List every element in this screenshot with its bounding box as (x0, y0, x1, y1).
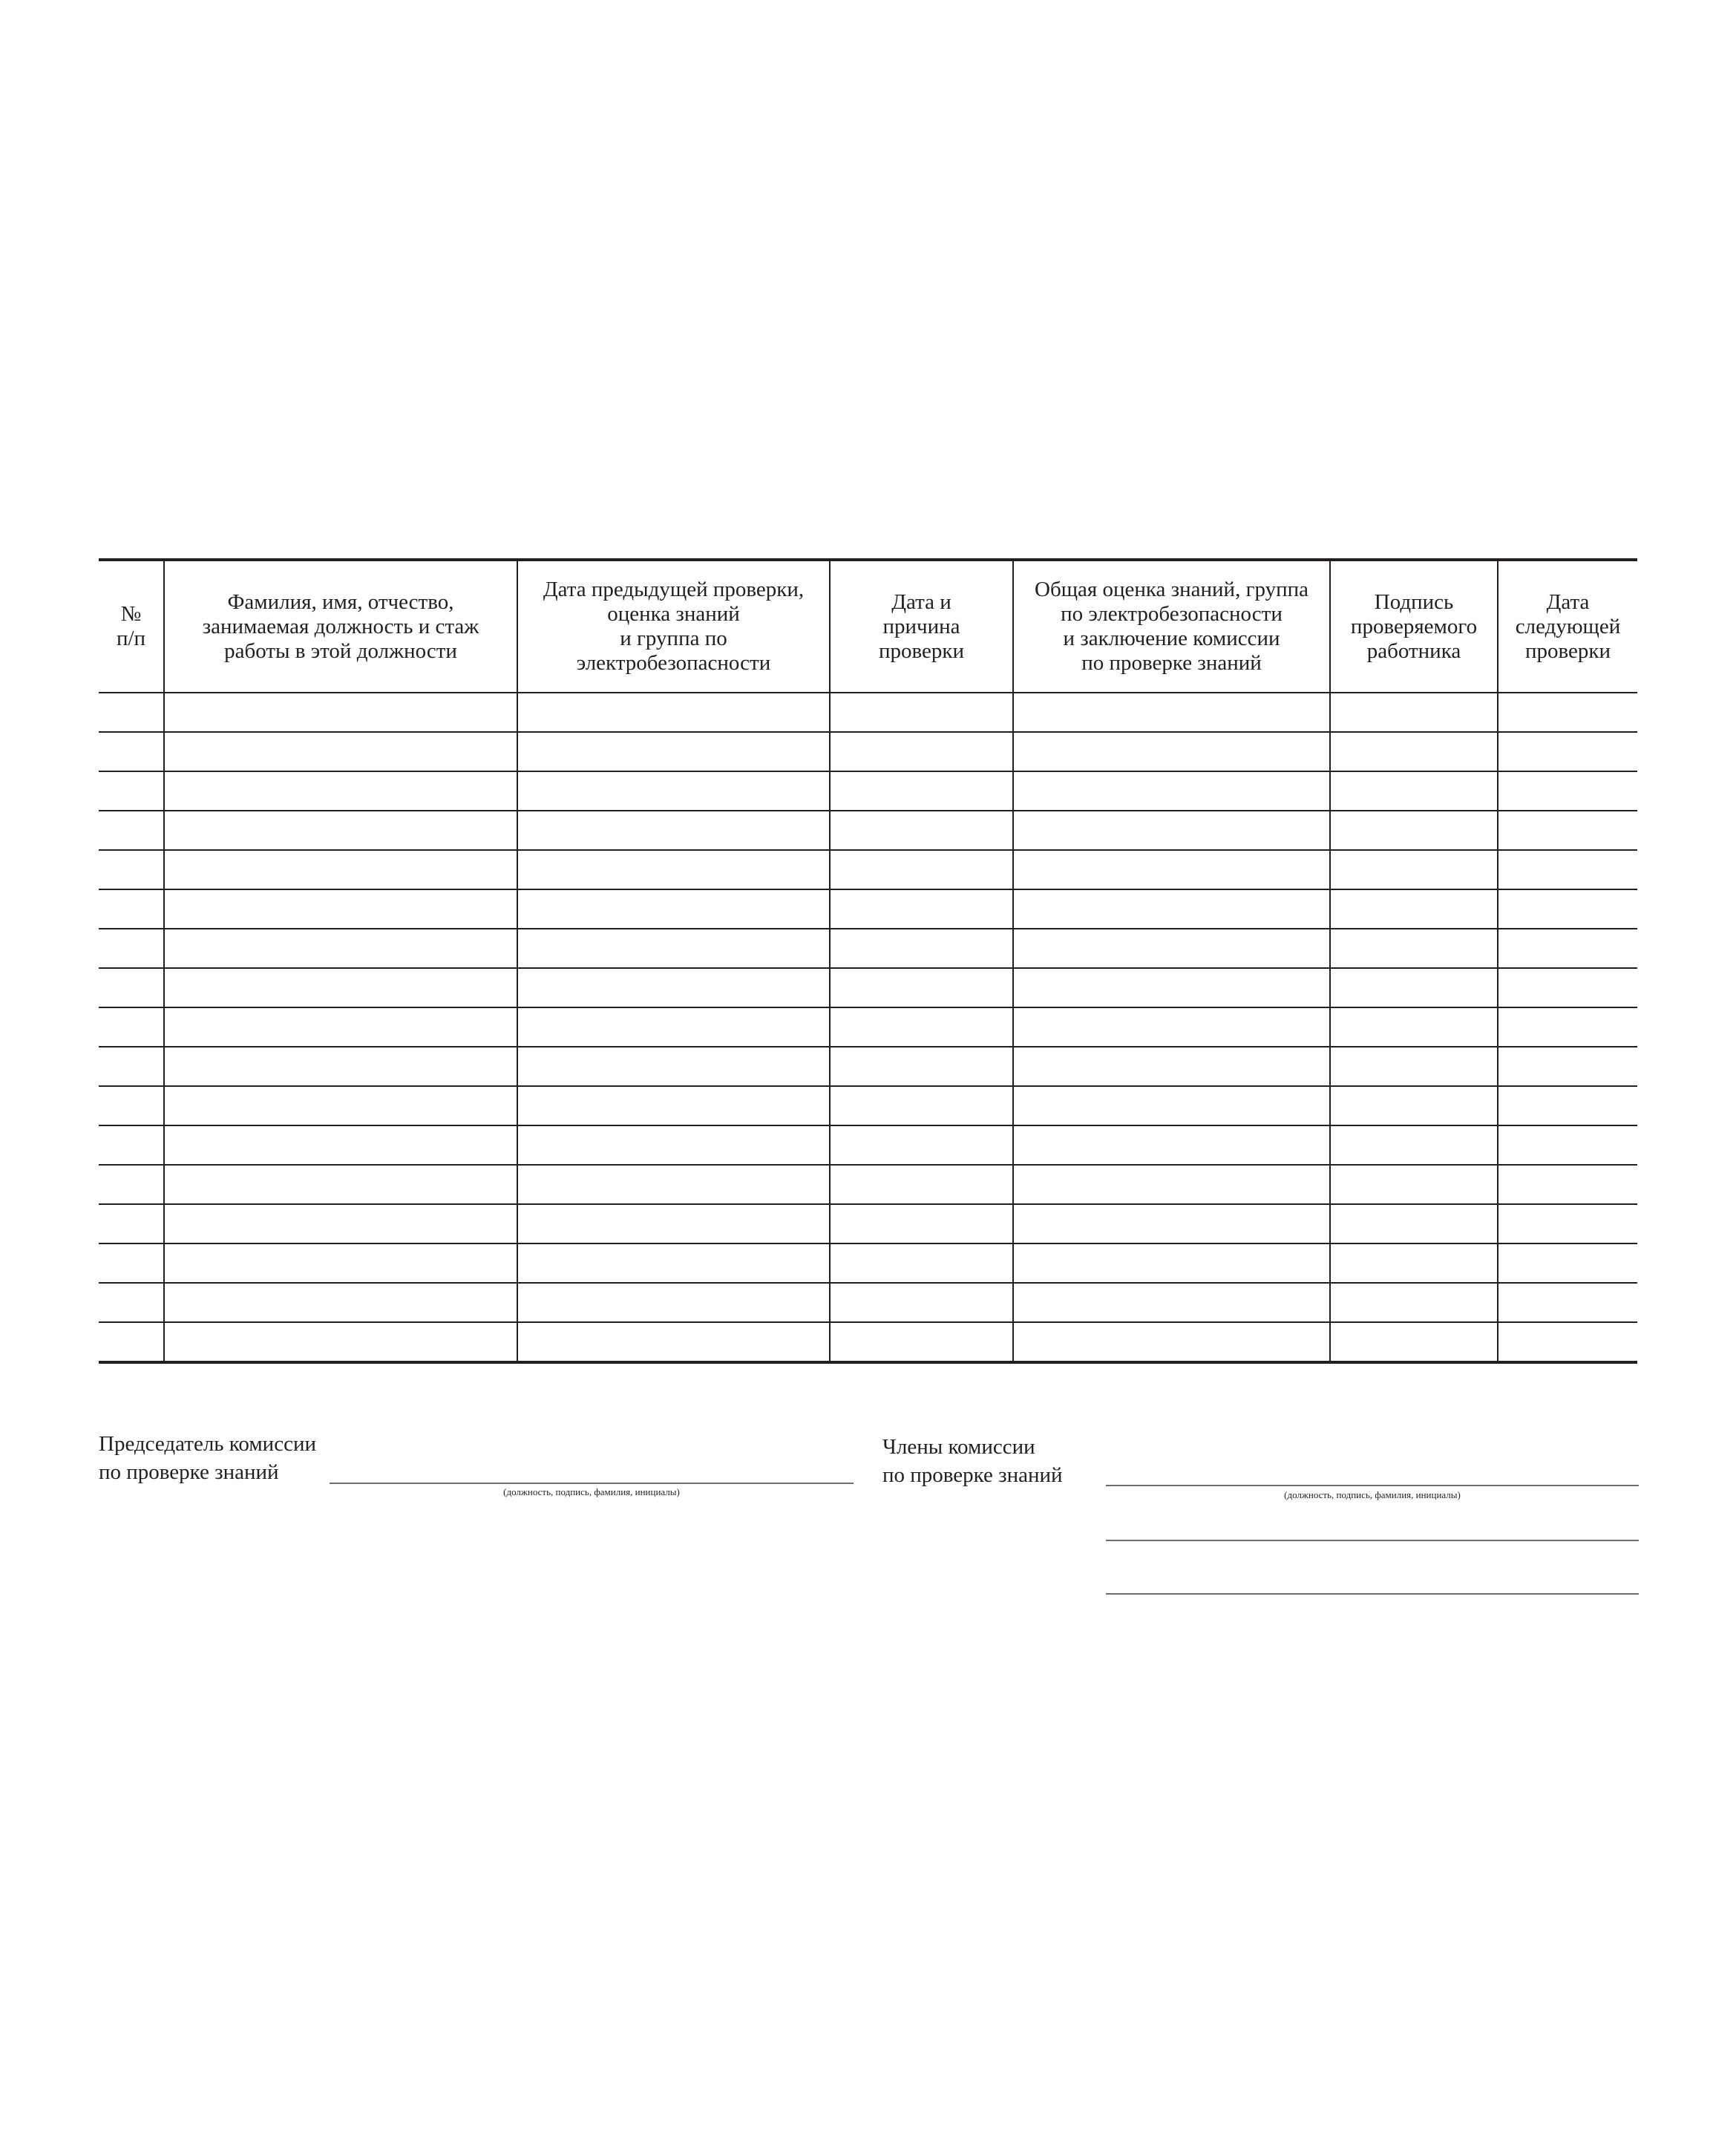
table-cell[interactable] (517, 693, 830, 732)
header-next-check-date: Дата следующей проверки (1498, 560, 1637, 693)
members-signature-line-3[interactable] (1106, 1593, 1639, 1595)
table-cell[interactable] (99, 1204, 164, 1243)
table-cell[interactable] (164, 732, 517, 771)
table-cell[interactable] (517, 1125, 830, 1165)
table-row (99, 693, 1637, 732)
table-cell[interactable] (517, 1322, 830, 1362)
table-cell[interactable] (1330, 693, 1498, 732)
table-cell[interactable] (99, 693, 164, 732)
table-cell[interactable] (830, 1086, 1013, 1125)
table-cell[interactable] (1330, 1086, 1498, 1125)
table-cell[interactable] (517, 732, 830, 771)
table-cell[interactable] (517, 771, 830, 811)
table-cell[interactable] (1498, 929, 1637, 968)
table-cell[interactable] (1013, 929, 1330, 968)
table-cell[interactable] (164, 771, 517, 811)
table-header-row (99, 560, 1637, 693)
table-cell[interactable] (1498, 771, 1637, 811)
table-row (99, 929, 1637, 968)
table-cell[interactable] (164, 1204, 517, 1243)
members-signature-line-1[interactable] (1106, 1485, 1639, 1486)
table-cell[interactable] (517, 1283, 830, 1322)
table-cell[interactable] (1330, 889, 1498, 929)
table-cell[interactable] (99, 1047, 164, 1086)
table-cell[interactable] (99, 1125, 164, 1165)
table-cell[interactable] (1013, 1204, 1330, 1243)
table-cell[interactable] (1013, 771, 1330, 811)
table-row (99, 1204, 1637, 1243)
table-cell[interactable] (164, 1165, 517, 1204)
table-cell[interactable] (1330, 929, 1498, 968)
table-cell[interactable] (1498, 1007, 1637, 1047)
table-cell[interactable] (1498, 1243, 1637, 1283)
table-cell[interactable] (830, 732, 1013, 771)
table-row (99, 771, 1637, 811)
table-cell[interactable] (517, 889, 830, 929)
table-cell[interactable] (1330, 1007, 1498, 1047)
table-cell[interactable] (164, 850, 517, 889)
table-row (99, 1322, 1637, 1362)
table-cell[interactable] (1330, 1047, 1498, 1086)
table-cell[interactable] (1330, 850, 1498, 889)
table-cell[interactable] (164, 693, 517, 732)
table-cell[interactable] (1330, 1204, 1498, 1243)
table-cell[interactable] (1330, 1322, 1498, 1362)
table-cell[interactable] (1498, 1125, 1637, 1165)
chairman-signature-line[interactable] (330, 1483, 854, 1484)
table-cell[interactable] (1013, 1283, 1330, 1322)
table-cell[interactable] (1330, 1165, 1498, 1204)
table-cell[interactable] (1330, 811, 1498, 850)
table-cell[interactable] (1013, 1125, 1330, 1165)
table-row (99, 850, 1637, 889)
table-cell[interactable] (164, 1125, 517, 1165)
table-cell[interactable] (1498, 968, 1637, 1007)
table-cell[interactable] (99, 1322, 164, 1362)
table-cell[interactable] (1013, 1007, 1330, 1047)
table-cell[interactable] (1013, 1086, 1330, 1125)
table-cell[interactable] (1013, 1322, 1330, 1362)
table-cell[interactable] (1330, 1283, 1498, 1322)
table-cell[interactable] (517, 1086, 830, 1125)
table-cell[interactable] (164, 968, 517, 1007)
table-cell[interactable] (99, 1243, 164, 1283)
table-cell[interactable] (1498, 1322, 1637, 1362)
table-cell[interactable] (1498, 1086, 1637, 1125)
table-cell[interactable] (517, 968, 830, 1007)
table-cell[interactable] (517, 850, 830, 889)
table-cell[interactable] (164, 889, 517, 929)
chairman-signature-caption: (должность, подпись, фамилия, инициалы) (503, 1486, 680, 1497)
header-full-name: Фамилия, имя, отчество, занимаемая должность и стаж работы в этой должности (164, 560, 517, 693)
table-cell[interactable] (1330, 1243, 1498, 1283)
table-cell[interactable] (517, 1165, 830, 1204)
table-cell[interactable] (99, 771, 164, 811)
members-label: Члены комиссии по проверке знаний (882, 1435, 1063, 1487)
header-overall-assessment: Общая оценка знаний, группа по электробезопасности и заключение комиссии по проверке знаний (1013, 560, 1330, 693)
table-cell[interactable] (830, 1283, 1013, 1322)
table-cell[interactable] (1330, 771, 1498, 811)
knowledge-check-table (99, 558, 1637, 1364)
table-cell[interactable] (164, 1283, 517, 1322)
table-cell[interactable] (1013, 1047, 1330, 1086)
table-row (99, 968, 1637, 1007)
table-cell[interactable] (1498, 693, 1637, 732)
table-cell[interactable] (164, 1322, 517, 1362)
table-cell[interactable] (1498, 1283, 1637, 1322)
table-cell[interactable] (517, 811, 830, 850)
table-cell[interactable] (1498, 889, 1637, 929)
table-cell[interactable] (517, 1204, 830, 1243)
table-cell[interactable] (1330, 1125, 1498, 1165)
table-cell[interactable] (830, 1047, 1013, 1086)
table-cell[interactable] (1013, 1165, 1330, 1204)
table-body (99, 693, 1637, 1362)
table-cell[interactable] (830, 1322, 1013, 1362)
table-cell[interactable] (1498, 1204, 1637, 1243)
table-row (99, 1165, 1637, 1204)
table-row (99, 1007, 1637, 1047)
table-cell[interactable] (830, 1243, 1013, 1283)
table-cell[interactable] (830, 968, 1013, 1007)
table-cell[interactable] (1498, 1165, 1637, 1204)
table-cell[interactable] (830, 771, 1013, 811)
table-cell[interactable] (164, 1047, 517, 1086)
members-signature-caption: (должность, подпись, фамилия, инициалы) (1284, 1489, 1461, 1500)
table-cell[interactable] (164, 1086, 517, 1125)
table-cell[interactable] (830, 1007, 1013, 1047)
table-cell[interactable] (1013, 968, 1330, 1007)
table-cell[interactable] (1498, 811, 1637, 850)
header-number: № п/п (99, 560, 164, 693)
table-row (99, 1086, 1637, 1125)
table-cell[interactable] (1013, 732, 1330, 771)
table-cell[interactable] (830, 811, 1013, 850)
table-cell[interactable] (99, 850, 164, 889)
header-check-date-reason: Дата и причина проверки (830, 560, 1013, 693)
table-cell[interactable] (830, 929, 1013, 968)
table-cell[interactable] (164, 929, 517, 968)
table-row (99, 1283, 1637, 1322)
table-cell[interactable] (517, 1047, 830, 1086)
table-cell[interactable] (164, 1243, 517, 1283)
members-signature-line-2[interactable] (1106, 1540, 1639, 1541)
table-cell[interactable] (1013, 850, 1330, 889)
table-cell[interactable] (1498, 850, 1637, 889)
table-row (99, 732, 1637, 771)
table-cell[interactable] (1498, 732, 1637, 771)
table-cell[interactable] (99, 889, 164, 929)
table-cell[interactable] (830, 693, 1013, 732)
table-cell[interactable] (99, 1283, 164, 1322)
table-cell[interactable] (1013, 693, 1330, 732)
table-cell[interactable] (517, 1007, 830, 1047)
table-row (99, 1047, 1637, 1086)
table-cell[interactable] (1498, 1047, 1637, 1086)
table-cell[interactable] (99, 732, 164, 771)
table-row (99, 1243, 1637, 1283)
table-cell[interactable] (830, 1204, 1013, 1243)
table-cell[interactable] (1013, 889, 1330, 929)
table-cell[interactable] (517, 929, 830, 968)
header-previous-check: Дата предыдущей проверки, оценка знаний и группа по электробезопасности (517, 560, 830, 693)
table-cell[interactable] (1330, 732, 1498, 771)
table-cell[interactable] (99, 811, 164, 850)
table-cell[interactable] (164, 811, 517, 850)
table-cell[interactable] (830, 1125, 1013, 1165)
table-cell[interactable] (164, 1007, 517, 1047)
table-cell[interactable] (99, 1086, 164, 1125)
table-cell[interactable] (830, 850, 1013, 889)
table-cell[interactable] (1013, 811, 1330, 850)
table-row (99, 889, 1637, 929)
header-worker-signature: Подпись проверяемого работника (1330, 560, 1498, 693)
table-cell[interactable] (830, 889, 1013, 929)
table-cell[interactable] (99, 1007, 164, 1047)
table-cell[interactable] (1330, 968, 1498, 1007)
table-row (99, 811, 1637, 850)
table-cell[interactable] (99, 1165, 164, 1204)
table-cell[interactable] (830, 1165, 1013, 1204)
table-cell[interactable] (99, 929, 164, 968)
table-row (99, 1125, 1637, 1165)
chairman-label: Председатель комиссии по проверке знаний (99, 1432, 316, 1484)
table-cell[interactable] (1013, 1243, 1330, 1283)
table-cell[interactable] (99, 968, 164, 1007)
table-cell[interactable] (517, 1243, 830, 1283)
